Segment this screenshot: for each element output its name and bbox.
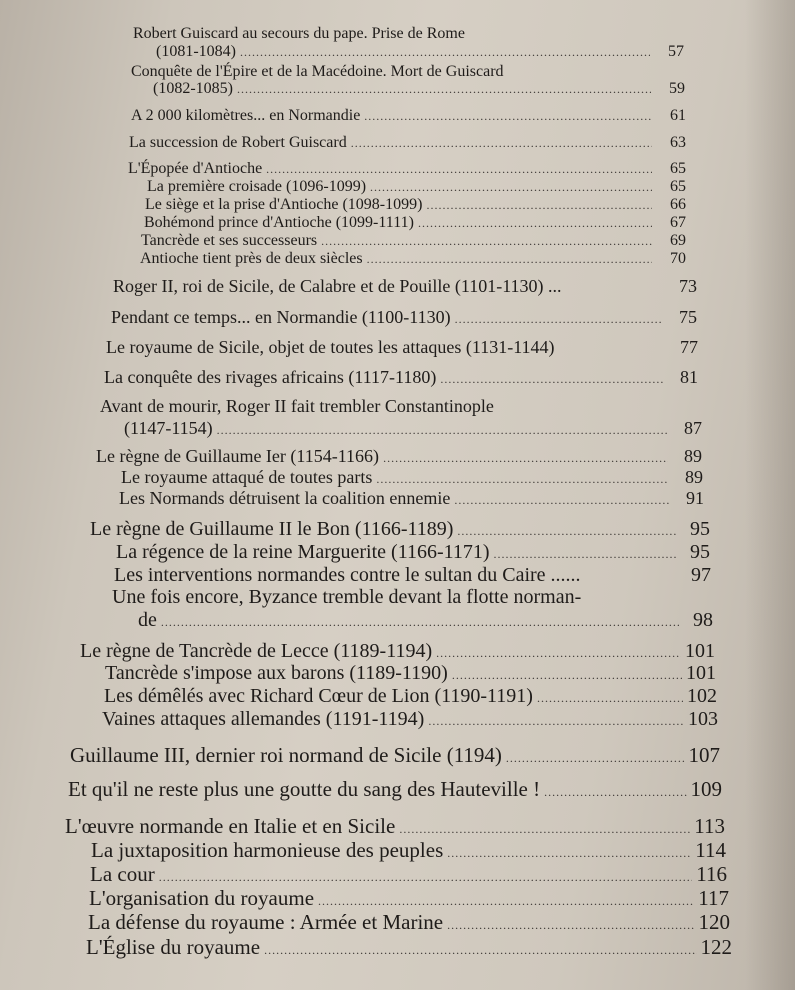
toc-entry-title: Avant de mourir, Roger II fait trembler Constantinople (100, 396, 494, 416)
toc-page-number: 122 (700, 935, 732, 959)
dot-leader (436, 646, 681, 661)
toc-page-number: 66 (670, 196, 686, 213)
toc-entry (65, 814, 725, 839)
dot-leader (367, 252, 652, 267)
toc-entry-title: (1082-1085) (153, 80, 233, 97)
toc-entry (70, 743, 720, 768)
toc-entry (68, 777, 722, 802)
toc-page-number: 109 (690, 777, 722, 801)
dot-leader (264, 943, 696, 958)
toc-entry (102, 708, 718, 731)
toc-entry-title: La défense du royaume : Armée et Marine (88, 910, 444, 934)
toc-entry-title: L'Épopée d'Antioche (128, 160, 263, 177)
toc-entry-title: L'Église du royaume (86, 935, 261, 959)
toc-entry (131, 107, 686, 125)
toc-entry (91, 838, 726, 863)
toc-page-number: 116 (696, 862, 727, 886)
toc-entry (106, 337, 698, 358)
toc-entry (153, 80, 685, 98)
toc-entry-title: Le royaume de Sicile, objet de toutes les attaques (1131-1144) (106, 337, 555, 357)
toc-entry (89, 886, 729, 911)
toc-page-number: 114 (695, 838, 726, 862)
toc-entry-title: Les démêlés avec Richard Cœur de Lion (1190-1191) (104, 685, 533, 707)
dot-leader (161, 615, 679, 630)
toc-entry (144, 214, 686, 232)
page-edge-shadow (745, 0, 795, 990)
toc-entry-title: Conquête de l'Épire et de la Macédoine. Mort de Guiscard (131, 63, 504, 80)
toc-entry (104, 685, 717, 708)
toc-entry (80, 640, 715, 663)
dot-leader (457, 524, 676, 539)
toc-entry-title: Les interventions normandes contre le sultan du Caire ...... (114, 564, 581, 586)
dot-leader (217, 423, 668, 438)
toc-entry (104, 367, 698, 388)
toc-page-number: 120 (698, 910, 730, 934)
toc-entry (114, 564, 711, 587)
toc-page-number: 89 (685, 467, 703, 487)
toc-entry-title: L'œuvre normande en Italie et en Sicile (65, 814, 396, 838)
toc-page-number: 95 (690, 541, 710, 563)
toc-page-number: 97 (691, 564, 711, 586)
dot-leader (418, 216, 652, 231)
toc-entry-title: Roger II, roi de Sicile, de Calabre et de Pouille (1101-1130) ... (113, 276, 562, 296)
toc-page-number: 117 (698, 886, 729, 910)
toc-entry-title: Bohémond prince d'Antioche (1099-1111) (144, 214, 414, 231)
toc-entry-title: Guillaume III, dernier roi normand de Sicile (1194) (70, 743, 502, 767)
toc-page-number: 63 (670, 134, 686, 151)
toc-page-number: 101 (685, 640, 715, 662)
toc-entry (90, 862, 727, 887)
toc-entry-title: La succession de Robert Guiscard (129, 134, 347, 151)
toc-page-number: 103 (688, 708, 718, 730)
dot-leader (318, 894, 694, 909)
toc-entry (90, 518, 710, 541)
toc-entry (156, 43, 684, 61)
toc-entry-title: de (138, 609, 157, 631)
toc-page-number: 70 (670, 250, 686, 267)
toc-page-number: 102 (687, 685, 717, 707)
toc-entry-title: Tancrède s'impose aux barons (1189-1190) (105, 662, 448, 684)
toc-entry-title: (1147-1154) (124, 418, 213, 438)
dot-leader (364, 109, 652, 124)
toc-page-number: 107 (688, 743, 720, 767)
toc-entry-title: Pendant ce temps... en Normandie (1100-1130) (111, 307, 451, 327)
toc-entry (116, 541, 710, 564)
toc-entry-title: Et qu'il ne reste plus une goutte du sang des Hauteville ! (68, 777, 541, 801)
toc-page-number: 101 (686, 662, 716, 684)
dot-leader (321, 234, 652, 249)
toc-entry-title: Tancrède et ses successeurs (141, 232, 318, 249)
dot-leader (537, 691, 683, 706)
toc-entry-title: L'organisation du royaume (89, 886, 315, 910)
toc-page-number: 77 (680, 337, 698, 357)
toc-page-number: 95 (690, 518, 710, 540)
toc-page-number: 91 (686, 488, 704, 508)
toc-entry (105, 662, 716, 685)
toc-entry-title: Robert Guiscard au secours du pape. Prise de Rome (133, 25, 465, 42)
toc-page-number: 67 (670, 214, 686, 231)
toc-entry-title: La juxtaposition harmonieuse des peuples (91, 838, 444, 862)
dot-leader (454, 493, 670, 508)
toc-page-number: 98 (693, 609, 713, 631)
toc-page-number: 69 (670, 232, 686, 249)
toc-entry (141, 232, 686, 250)
toc-entry-title: La régence de la reine Marguerite (1166-1171) (116, 541, 490, 563)
toc-entry (86, 935, 732, 960)
toc-page-number: 113 (694, 814, 725, 838)
toc-page-number: 89 (684, 446, 702, 466)
toc-entry-title: Une fois encore, Byzance tremble devant la flotte norman- (112, 586, 582, 608)
dot-leader (506, 751, 685, 766)
dot-leader (383, 451, 668, 466)
toc-entry (119, 488, 704, 509)
toc-entry (147, 178, 686, 196)
dot-leader (237, 82, 651, 97)
toc-entry (113, 276, 697, 297)
dot-leader (351, 136, 652, 151)
toc-page-number: 61 (670, 107, 686, 124)
dot-leader (266, 162, 652, 177)
dot-leader (440, 372, 664, 387)
dot-leader (544, 785, 686, 800)
dot-leader (455, 312, 663, 327)
toc-entry (128, 160, 686, 178)
toc-entry-title: La cour (90, 862, 155, 886)
toc-entry-title: (1081-1084) (156, 43, 236, 60)
toc-page-number: 81 (680, 367, 698, 387)
toc-entry-title: Les Normands détruisent la coalition ennemie (119, 488, 451, 508)
toc-page-number: 57 (668, 43, 684, 60)
toc-entry (129, 134, 686, 152)
toc-entry-title: La première croisade (1096-1099) (147, 178, 367, 195)
toc-entry (140, 250, 686, 268)
dot-leader (447, 846, 691, 861)
toc-entry-title: Le règne de Guillaume Ier (1154-1166) (96, 446, 380, 466)
toc-page-number: 65 (670, 178, 686, 195)
toc-entry (124, 418, 702, 439)
dot-leader (399, 822, 690, 837)
toc-entry-title: Le règne de Guillaume II le Bon (1166-1189) (90, 518, 454, 540)
dot-leader (452, 668, 682, 683)
toc-entry (145, 196, 686, 214)
dot-leader (376, 472, 669, 487)
toc-entry-title: A 2 000 kilomètres... en Normandie (131, 107, 361, 124)
toc-entry (121, 467, 703, 488)
toc-entry-title: Vaines attaques allemandes (1191-1194) (102, 708, 425, 730)
toc-entry (96, 446, 702, 467)
toc-entry-title: Antioche tient près de deux siècles (140, 250, 363, 267)
dot-leader (426, 198, 652, 213)
toc-page-number: 73 (679, 276, 697, 296)
toc-page-number: 59 (669, 80, 685, 97)
toc-page-number: 65 (670, 160, 686, 177)
toc-entry-title: Le siège et la prise d'Antioche (1098-1099) (145, 196, 423, 213)
toc-entry-title: La conquête des rivages africains (1117-1180) (104, 367, 437, 387)
toc-entry (138, 609, 713, 632)
toc-entry (111, 307, 697, 328)
toc-entry (88, 910, 730, 935)
dot-leader (494, 547, 676, 562)
toc-entry-title: Le règne de Tancrède de Lecce (1189-1194) (80, 640, 433, 662)
toc-entry-title: Le royaume attaqué de toutes parts (121, 467, 373, 487)
dot-leader (240, 45, 650, 60)
dot-leader (370, 180, 652, 195)
dot-leader (159, 870, 693, 885)
dot-leader (428, 714, 684, 729)
toc-page-number: 75 (679, 307, 697, 327)
toc-page-number: 87 (684, 418, 702, 438)
dot-leader (447, 918, 694, 933)
